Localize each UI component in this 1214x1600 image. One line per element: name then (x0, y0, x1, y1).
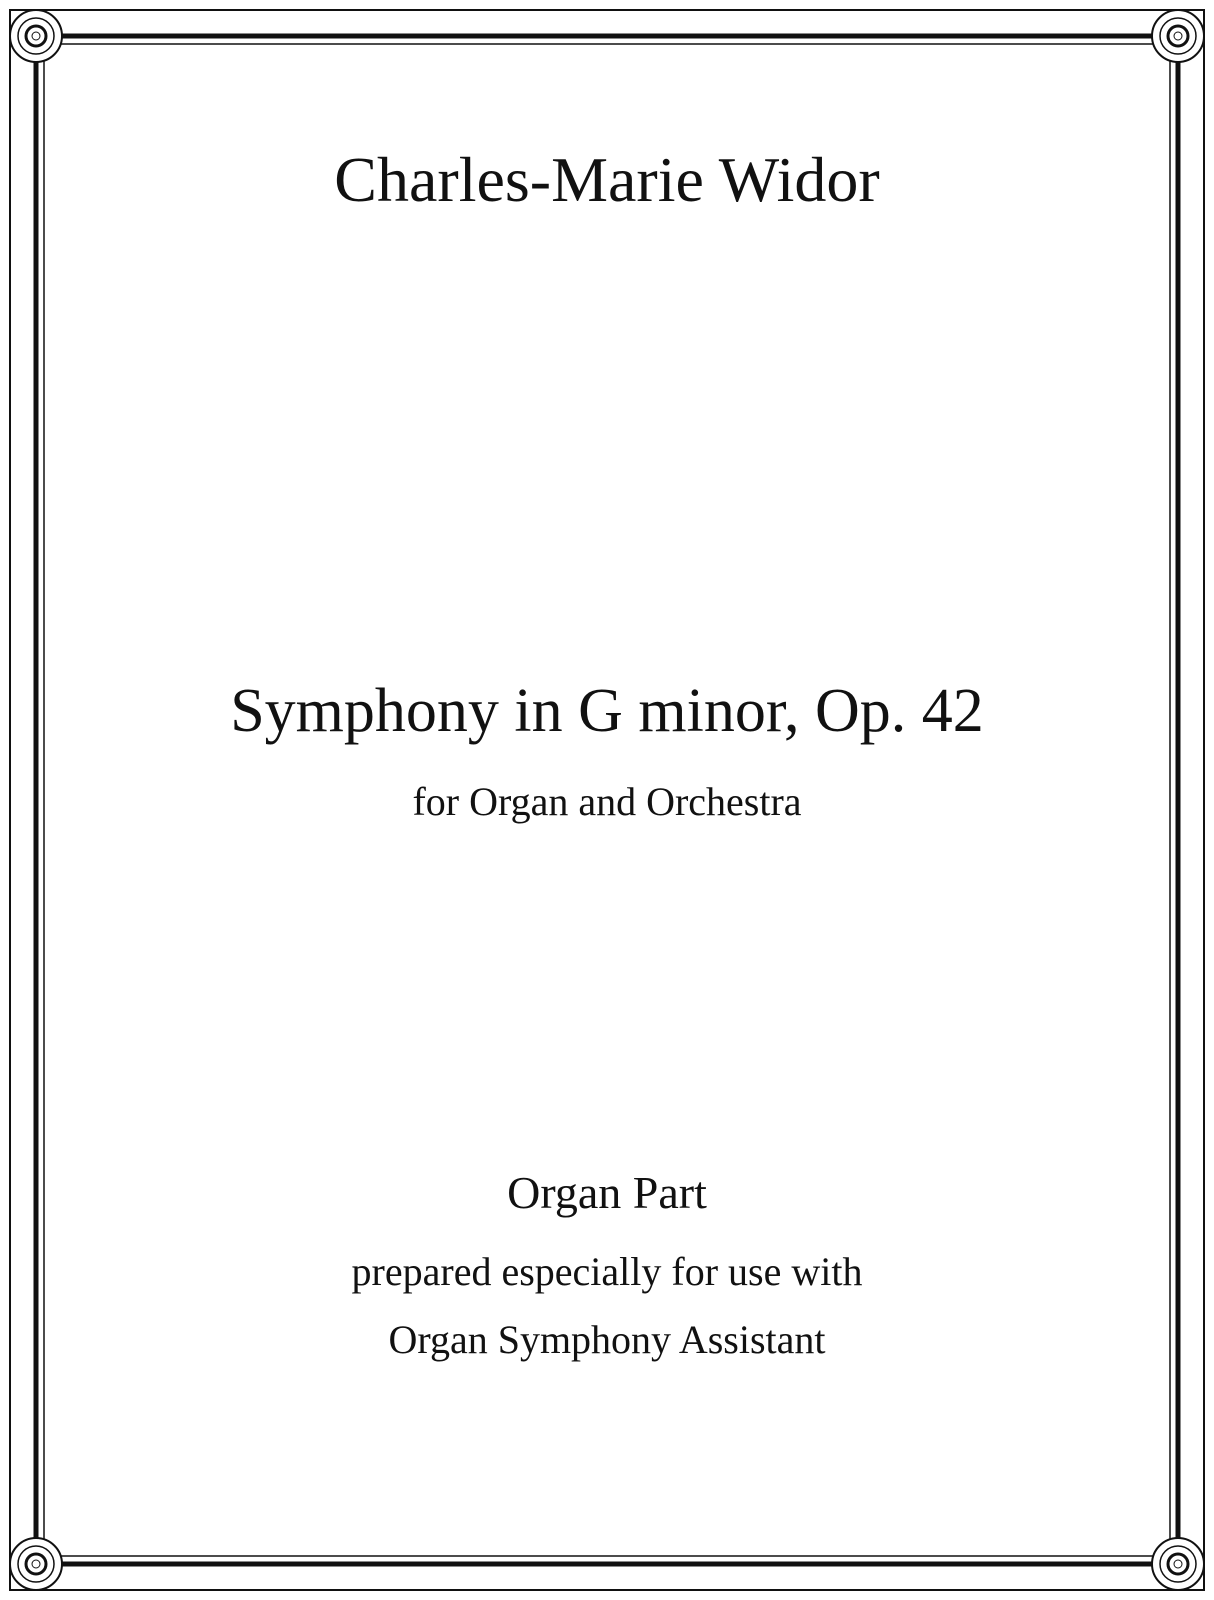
assistant-name: Organ Symphony Assistant (388, 1317, 826, 1362)
composer-name: Charles-Marie Widor (334, 144, 880, 215)
corner-ornament-bottom-right (1152, 1538, 1204, 1590)
corner-ornament-top-right (1152, 10, 1204, 62)
prepared-note: prepared especially for use with (351, 1249, 863, 1294)
work-subtitle: for Organ and Orchestra (412, 779, 802, 824)
work-title: Symphony in G minor, Op. 42 (230, 677, 984, 745)
corner-ornament-bottom-left (10, 1538, 62, 1590)
part-name: Organ Part (507, 1167, 707, 1218)
corner-ornament-top-left (10, 10, 62, 62)
